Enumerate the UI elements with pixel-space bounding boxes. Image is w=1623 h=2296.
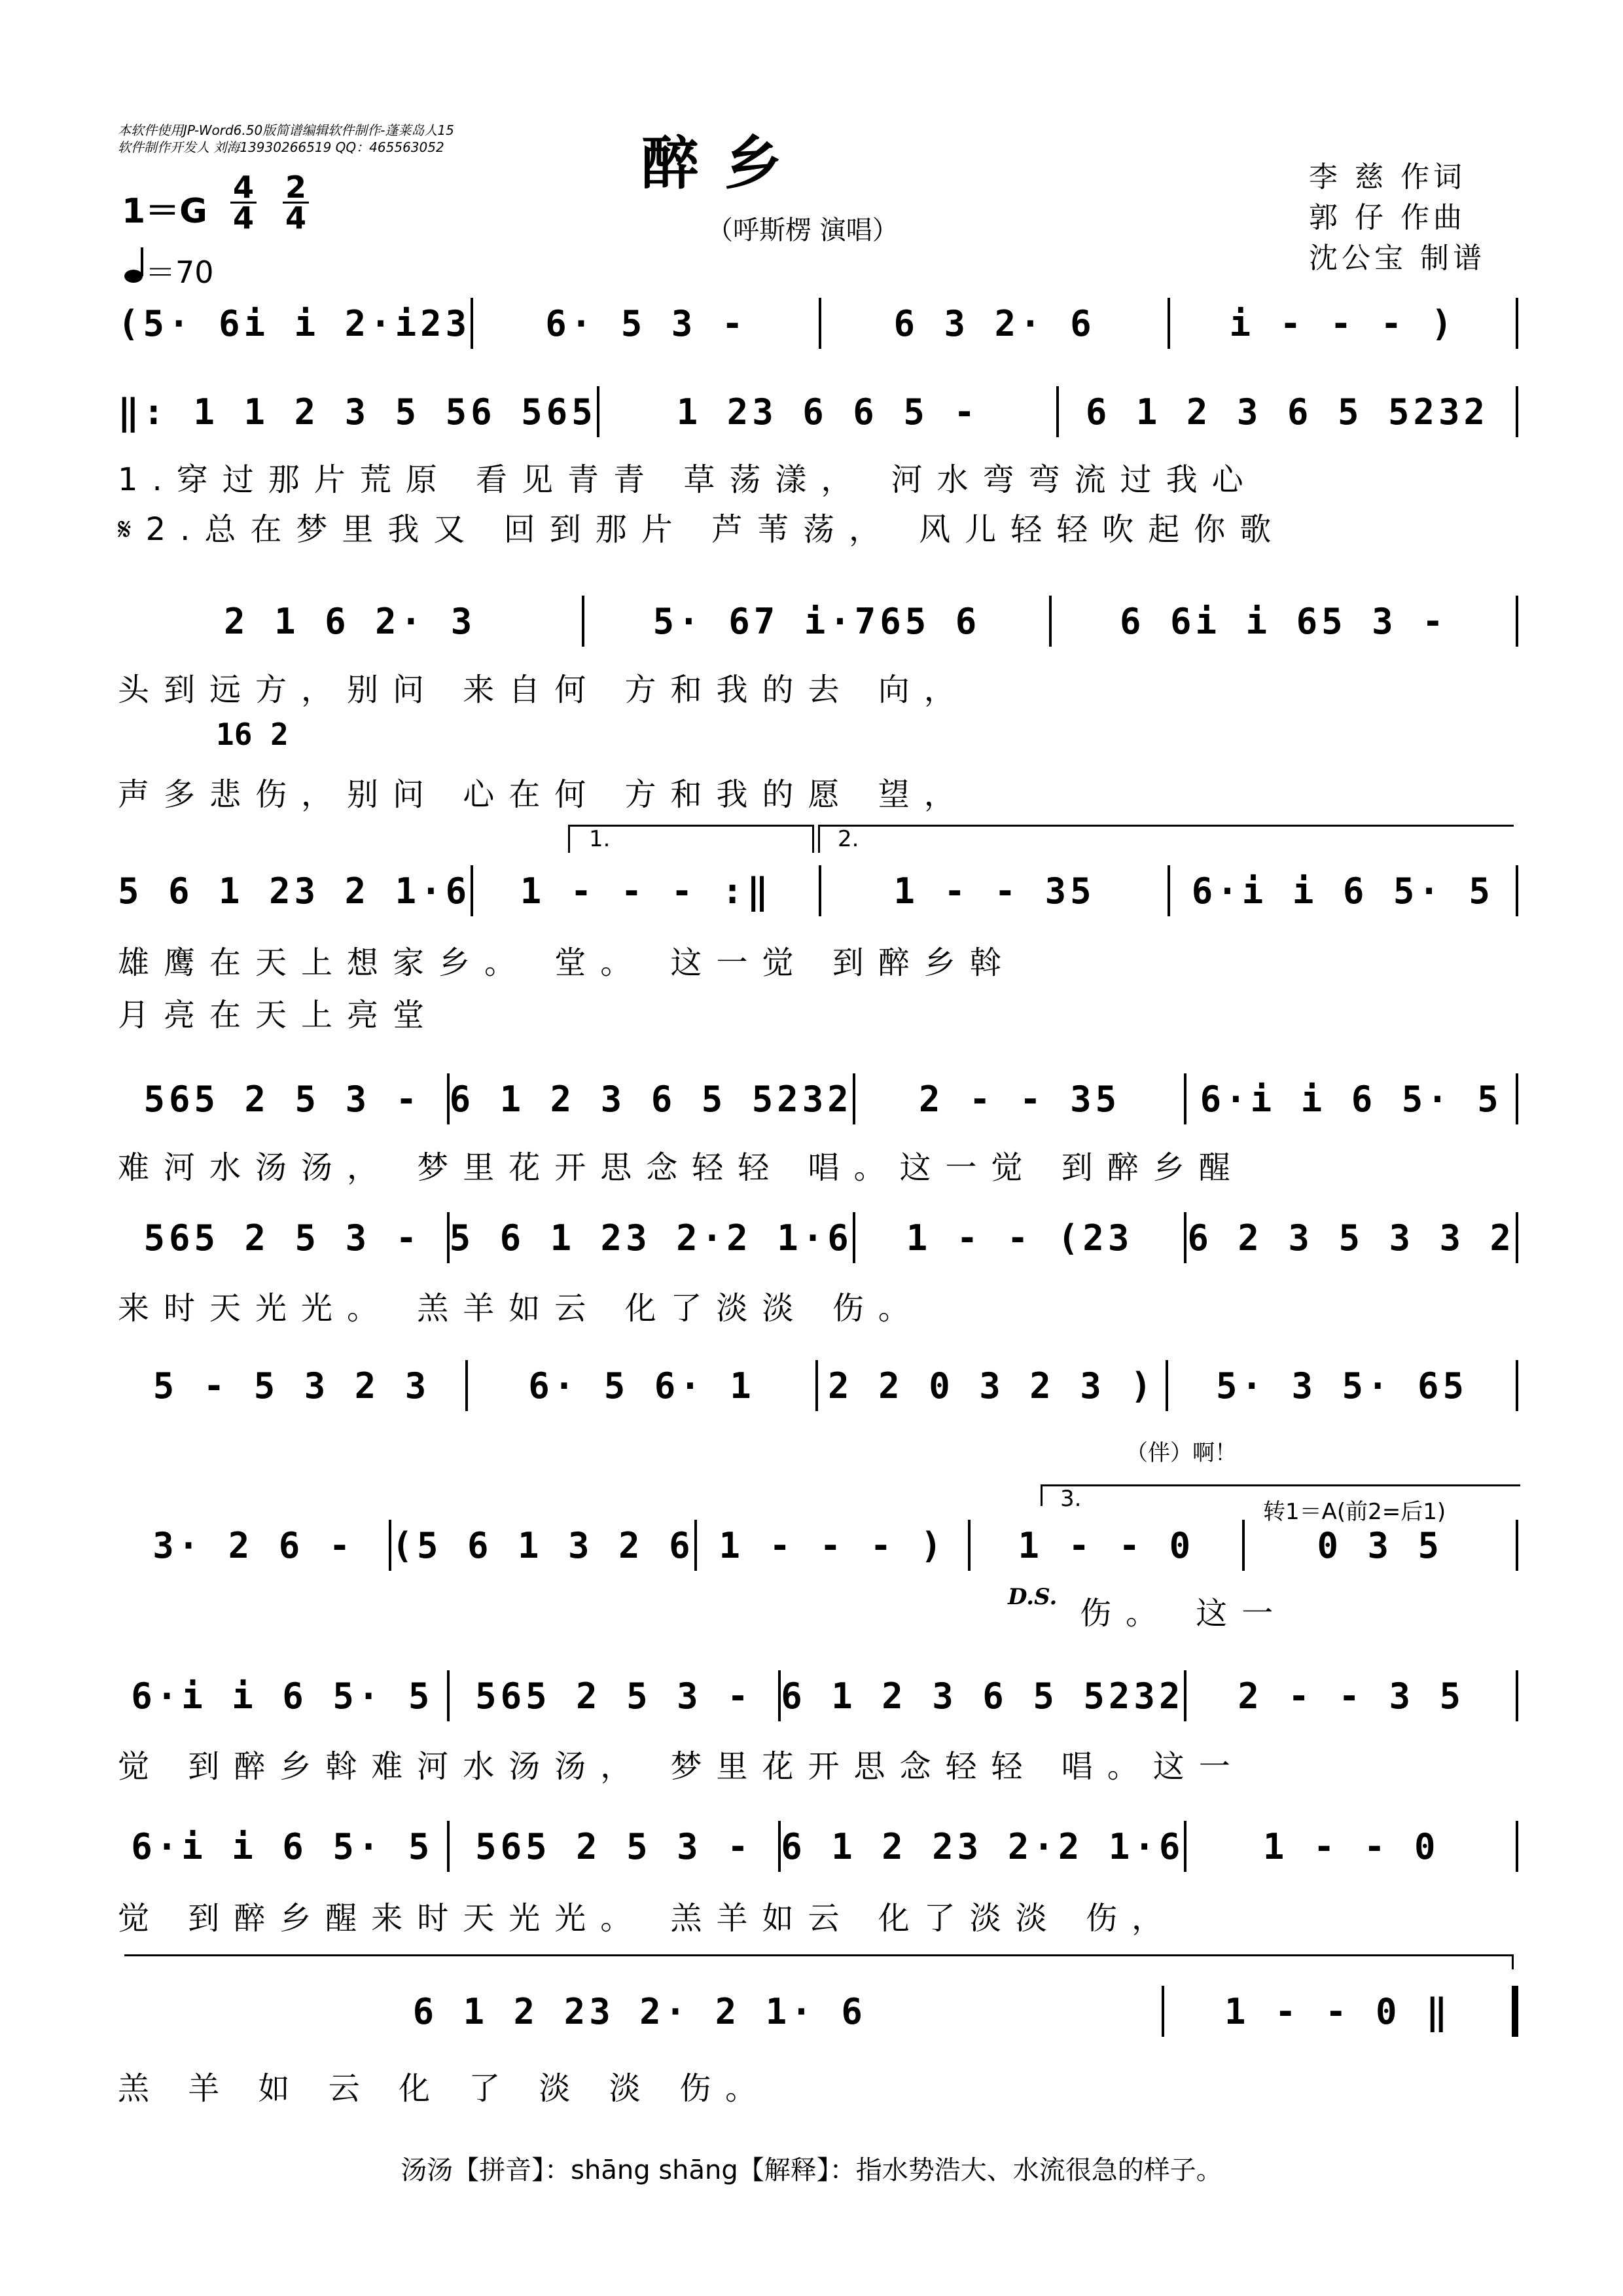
dal-segno-marking: D.S.: [1008, 1584, 1058, 1610]
time-signature-2: [283, 170, 309, 236]
accompaniment-note: （伴）啊！: [1126, 1440, 1237, 1466]
ending-1-bracket: [568, 825, 814, 853]
time-sig-1-bottom: 4: [232, 200, 254, 236]
barline: [1516, 1212, 1518, 1263]
measure: 1 - - 0 ‖: [1224, 1990, 1452, 2032]
measure: 6· 5 3 -: [545, 302, 747, 344]
score-row: [118, 1212, 1518, 1263]
score-row: [118, 386, 1518, 437]
tempo-marking: ＝70: [145, 255, 214, 290]
ending-3-label: 3.: [1060, 1486, 1082, 1512]
measure: 2 - - 3 5: [1238, 1675, 1465, 1717]
barline: [1516, 386, 1518, 437]
lyric-line: 伤。 这一: [1080, 1595, 1288, 1632]
barline: [1516, 1360, 1518, 1411]
measure: 565 2 5 3 -: [143, 1217, 421, 1259]
lyric-line: 𝄋2.总在梦里我又 回到那片 芦苇荡， 风儿轻轻吹起你歌: [118, 511, 1286, 548]
barline: [1516, 865, 1518, 916]
score-row-intro: [118, 298, 1518, 349]
ending-1-label: 1.: [589, 826, 611, 852]
measure: 2 2 0 3 2 3 ): [828, 1365, 1156, 1407]
measure: 6 1 2 23 2·2 1·6: [781, 1825, 1185, 1867]
measure: 6 1 2 23 2· 2 1· 6: [412, 1990, 866, 2032]
measure: 5· 67 i·765 6: [652, 600, 981, 642]
measure: 6 1 2 3 6 5 5232: [781, 1675, 1185, 1717]
measure: 565 2 5 3 -: [475, 1825, 753, 1867]
measure: 1 - - 35: [893, 870, 1096, 912]
measure: 5 - 5 3 2 3: [152, 1365, 431, 1407]
lyric-line: 头到远方，别问 来自何 方和我的去 向，: [118, 672, 970, 708]
arranger: 沈公宝 制谱: [1309, 242, 1486, 275]
measure: 6 1 2 3 6 5 5232: [449, 1078, 853, 1120]
barline: [1516, 596, 1518, 647]
measure: 1 - - - ): [719, 1524, 946, 1566]
ending-2-bracket: [818, 825, 1514, 853]
score-row-final: [118, 1986, 1518, 2037]
measure: 0 3 5: [1317, 1524, 1444, 1566]
modulation-marking: 转1＝A(前2=后1): [1263, 1499, 1446, 1525]
measure: 565 2 5 3 -: [475, 1675, 753, 1717]
measure: 6·i i 6 5· 5: [131, 1825, 434, 1867]
page-title: 醉 乡: [641, 130, 785, 197]
lyric-line: 声多悲伤，别问 心在何 方和我的愿 望，: [118, 776, 970, 813]
measure: 6 3 2· 6: [893, 302, 1096, 344]
final-barline: [1512, 1986, 1518, 2037]
measure: 1 - - - :‖: [520, 870, 772, 912]
time-sig-2-top: 2: [285, 170, 306, 205]
measure: 6·i i 6 5· 5: [1200, 1078, 1503, 1120]
lyricist: 李 慈 作词: [1309, 160, 1466, 194]
score-row: [118, 1821, 1518, 1872]
measure: 5· 3 5· 65: [1215, 1365, 1469, 1407]
measure: (5 6 1 3 2 6: [391, 1524, 694, 1566]
lyric-line: 雄鹰在天上想家乡。 堂。 这一觉 到醉乡斡: [118, 944, 1016, 981]
measure: 2 1 6 2· 3: [224, 600, 476, 642]
software-credit-line2: 软件制作开发人 刘海13930266519 QQ：465563052: [118, 139, 444, 155]
barline: [1516, 1821, 1518, 1872]
measure: 1 23 6 6 5 -: [676, 391, 979, 433]
measure: 1 - - 0: [1018, 1524, 1195, 1566]
measure: 6·i i 6 5· 5: [131, 1675, 434, 1717]
time-sig-2-bottom: 4: [285, 200, 306, 236]
measure: (5· 6i i 2·i23: [118, 302, 471, 344]
lyric-line: 难河水汤汤， 梦里花开思念轻轻 唱。这一觉 到醉乡醒: [118, 1149, 1245, 1186]
barline: [1516, 1520, 1518, 1571]
lyric-line: 1.穿过那片荒原 看见青青 草荡漾， 河水弯弯流过我心: [118, 461, 1258, 498]
measure: i - - - ): [1229, 302, 1457, 344]
score-row: [118, 1670, 1518, 1721]
software-credit-line1: 本软件使用JP-Word6.50版简谱编辑软件制作-蓬莱岛人15: [118, 122, 454, 138]
score-row: [118, 1520, 1518, 1571]
barline: [1516, 298, 1518, 349]
measure: 6· 5 6· 1: [528, 1365, 755, 1407]
alternate-notes: 16 2: [216, 717, 289, 752]
time-sig-1-top: 4: [232, 170, 254, 205]
score-row: [118, 865, 1518, 916]
lyric-line: 来时天光光。 羔羊如云 化了淡淡 伤。: [118, 1290, 924, 1327]
page-subtitle: （呼斯楞 演唱）: [707, 215, 899, 245]
measure: 6·i i 6 5· 5: [1191, 870, 1494, 912]
measure: 6 1 2 3 6 5 5232: [1085, 391, 1489, 433]
score-row: [118, 596, 1518, 647]
measure: 6 6i i 65 3 -: [1120, 600, 1448, 642]
ending-2-label: 2.: [838, 826, 859, 852]
score-row: [118, 1073, 1518, 1124]
lyric-line: 觉 到醉乡斡难河水汤汤， 梦里花开思念轻轻 唱。这一: [118, 1748, 1245, 1785]
composer: 郭 仔 作曲: [1309, 201, 1466, 234]
lyric-line: 觉 到醉乡醒来时天光光。 羔羊如云 化了淡淡 伤，: [118, 1900, 1178, 1937]
measure: 3· 2 6 -: [152, 1524, 355, 1566]
key-signature: 1＝G: [122, 192, 207, 231]
barline: [1516, 1670, 1518, 1721]
measure: 6 2 3 5 3 3 2: [1187, 1217, 1516, 1259]
barline: [1516, 1073, 1518, 1124]
lyric-line: 羔 羊 如 云 化 了 淡 淡 伤。: [118, 2070, 772, 2107]
measure: ‖: 1 1 2 3 5 56 565: [118, 391, 597, 433]
score-row: [118, 1360, 1518, 1411]
lyric-line: 月亮在天上亮堂: [118, 997, 439, 1033]
coda-bracket: [124, 1954, 1514, 1969]
time-signature-1: [230, 170, 257, 236]
measure: 5 6 1 23 2 1·6: [118, 870, 471, 912]
measure: 1 - - (23: [906, 1217, 1133, 1259]
measure: 2 - - 35: [919, 1078, 1121, 1120]
measure: 1 - - 0: [1262, 1825, 1440, 1867]
measure: 565 2 5 3 -: [143, 1078, 421, 1120]
measure: 5 6 1 23 2·2 1·6: [449, 1217, 853, 1259]
footnote: 汤汤【拼音】：shāng shāng【解释】：指水势浩大、水流很急的样子。: [401, 2155, 1222, 2185]
